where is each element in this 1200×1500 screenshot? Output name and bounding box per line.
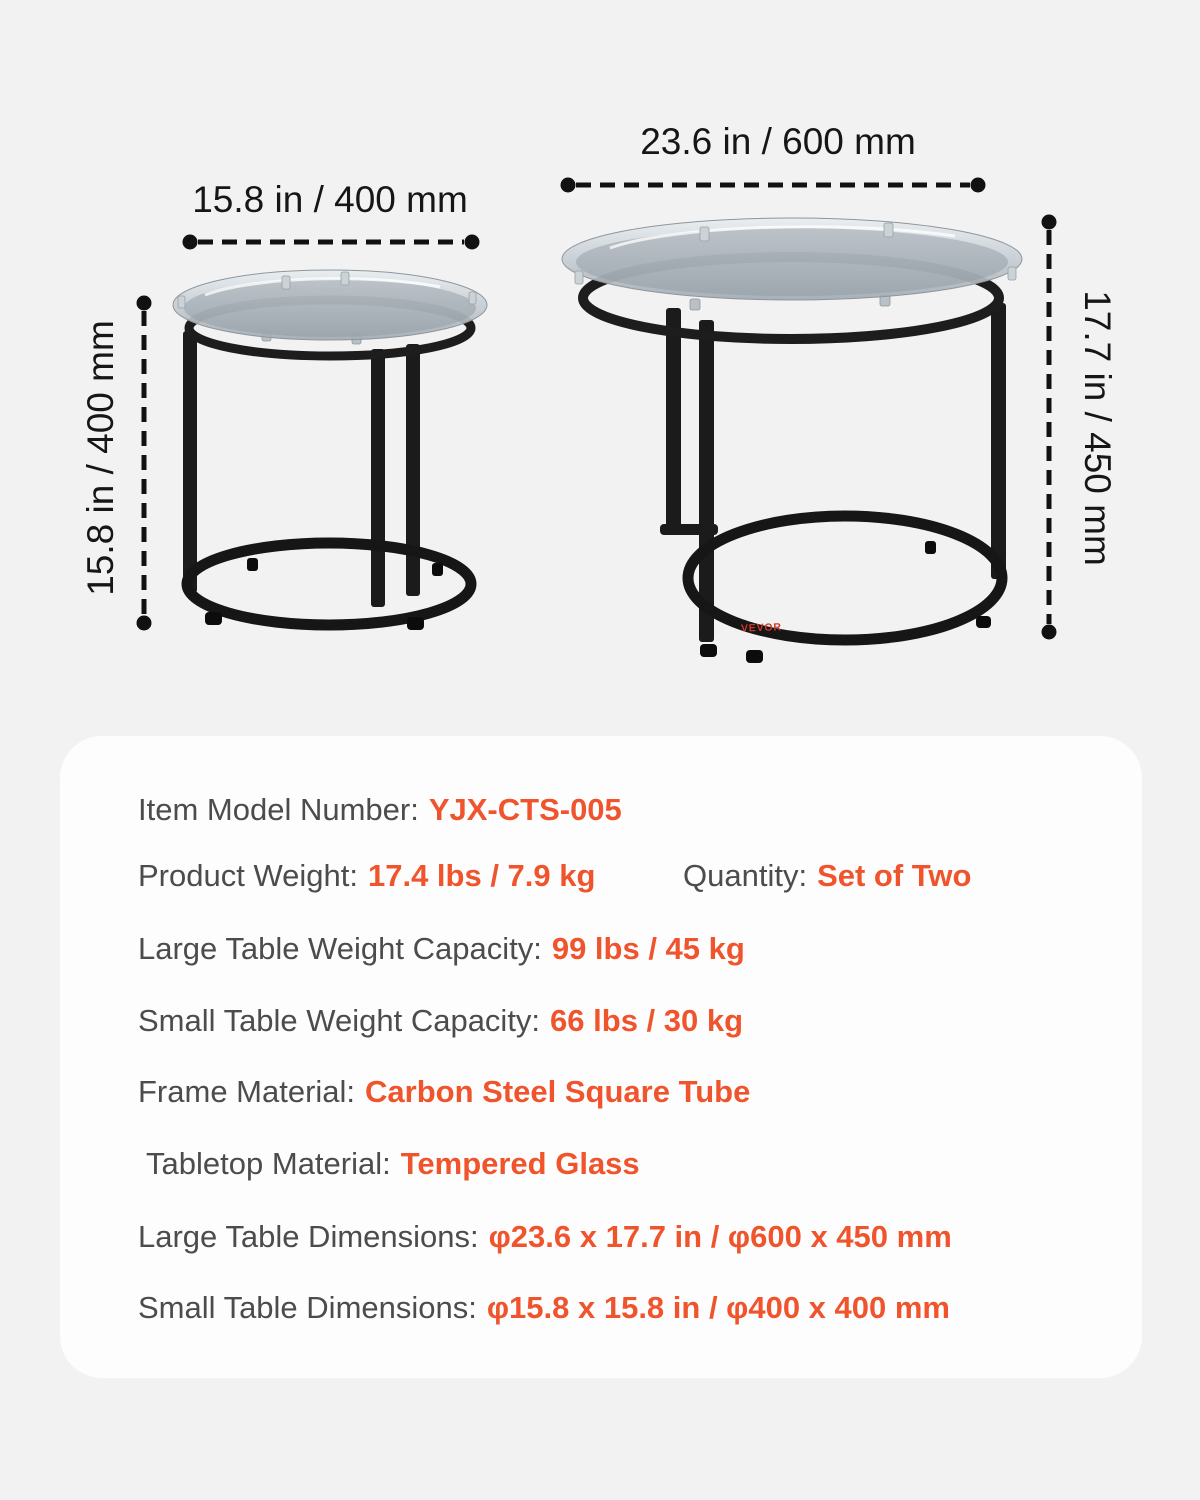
spec-row-small-capacity	[138, 999, 1112, 1043]
small-table-width-dimension-line	[183, 235, 480, 250]
large-table-height-label: 17.7 in / 450 mm	[1077, 290, 1118, 566]
spec-value-tabletop-material: Tempered Glass	[400, 1146, 640, 1181]
spec-label-tabletop-material: Tabletop Material:	[138, 1146, 391, 1181]
spec-value-large-dimensions: φ23.6 x 17.7 in / φ600 x 450 mm	[488, 1219, 952, 1254]
spec-row-large-dimensions	[138, 1215, 1112, 1259]
large-table-width-dimension-line	[561, 178, 986, 193]
vevor-logo: VEVOR	[740, 621, 782, 635]
spec-value-small-dimensions: φ15.8 x 15.8 in / φ400 x 400 mm	[486, 1290, 950, 1325]
spec-value-large-capacity: 99 lbs / 45 kg	[551, 931, 745, 966]
spec-row-product-weight	[138, 854, 1112, 898]
spec-row-model-number	[138, 788, 1112, 832]
large-table-height-dimension-line	[1042, 215, 1057, 640]
spec-row-frame-material	[138, 1070, 1112, 1114]
spec-label-small-capacity: Small Table Weight Capacity:	[138, 1003, 541, 1038]
spec-value-small-capacity: 66 lbs / 30 kg	[550, 1003, 744, 1038]
small-table-height-label: 15.8 in / 400 mm	[80, 320, 121, 596]
spec-label-frame-material: Frame Material:	[138, 1074, 356, 1109]
spec-value-model-number: YJX-CTS-005	[428, 792, 622, 827]
spec-row-small-dimensions	[138, 1286, 1112, 1330]
spec-label-quantity: Quantity:	[683, 858, 808, 893]
spec-pair-quantity	[683, 854, 971, 898]
spec-row-tabletop-material	[138, 1142, 1112, 1186]
spec-card	[60, 736, 1142, 1378]
small-table-height-dimension-line	[137, 296, 152, 631]
spec-label-product-weight: Product Weight:	[138, 858, 358, 893]
tables-illustration	[0, 0, 1200, 740]
large-table-width-label: 23.6 in / 600 mm	[640, 121, 916, 162]
spec-value-quantity: Set of Two	[817, 858, 972, 893]
spec-label-small-dimensions: Small Table Dimensions:	[138, 1290, 477, 1325]
large-table-illustration	[562, 218, 1022, 663]
spec-value-product-weight: 17.4 lbs / 7.9 kg	[367, 858, 596, 893]
small-table-width-label: 15.8 in / 400 mm	[192, 179, 468, 220]
spec-label-large-dimensions: Large Table Dimensions:	[138, 1219, 479, 1254]
spec-label-large-capacity: Large Table Weight Capacity:	[138, 931, 542, 966]
spec-label-model-number: Item Model Number:	[138, 792, 419, 827]
spec-value-frame-material: Carbon Steel Square Tube	[365, 1074, 751, 1109]
spec-row-large-capacity	[138, 927, 1112, 971]
small-table-illustration	[173, 270, 487, 630]
